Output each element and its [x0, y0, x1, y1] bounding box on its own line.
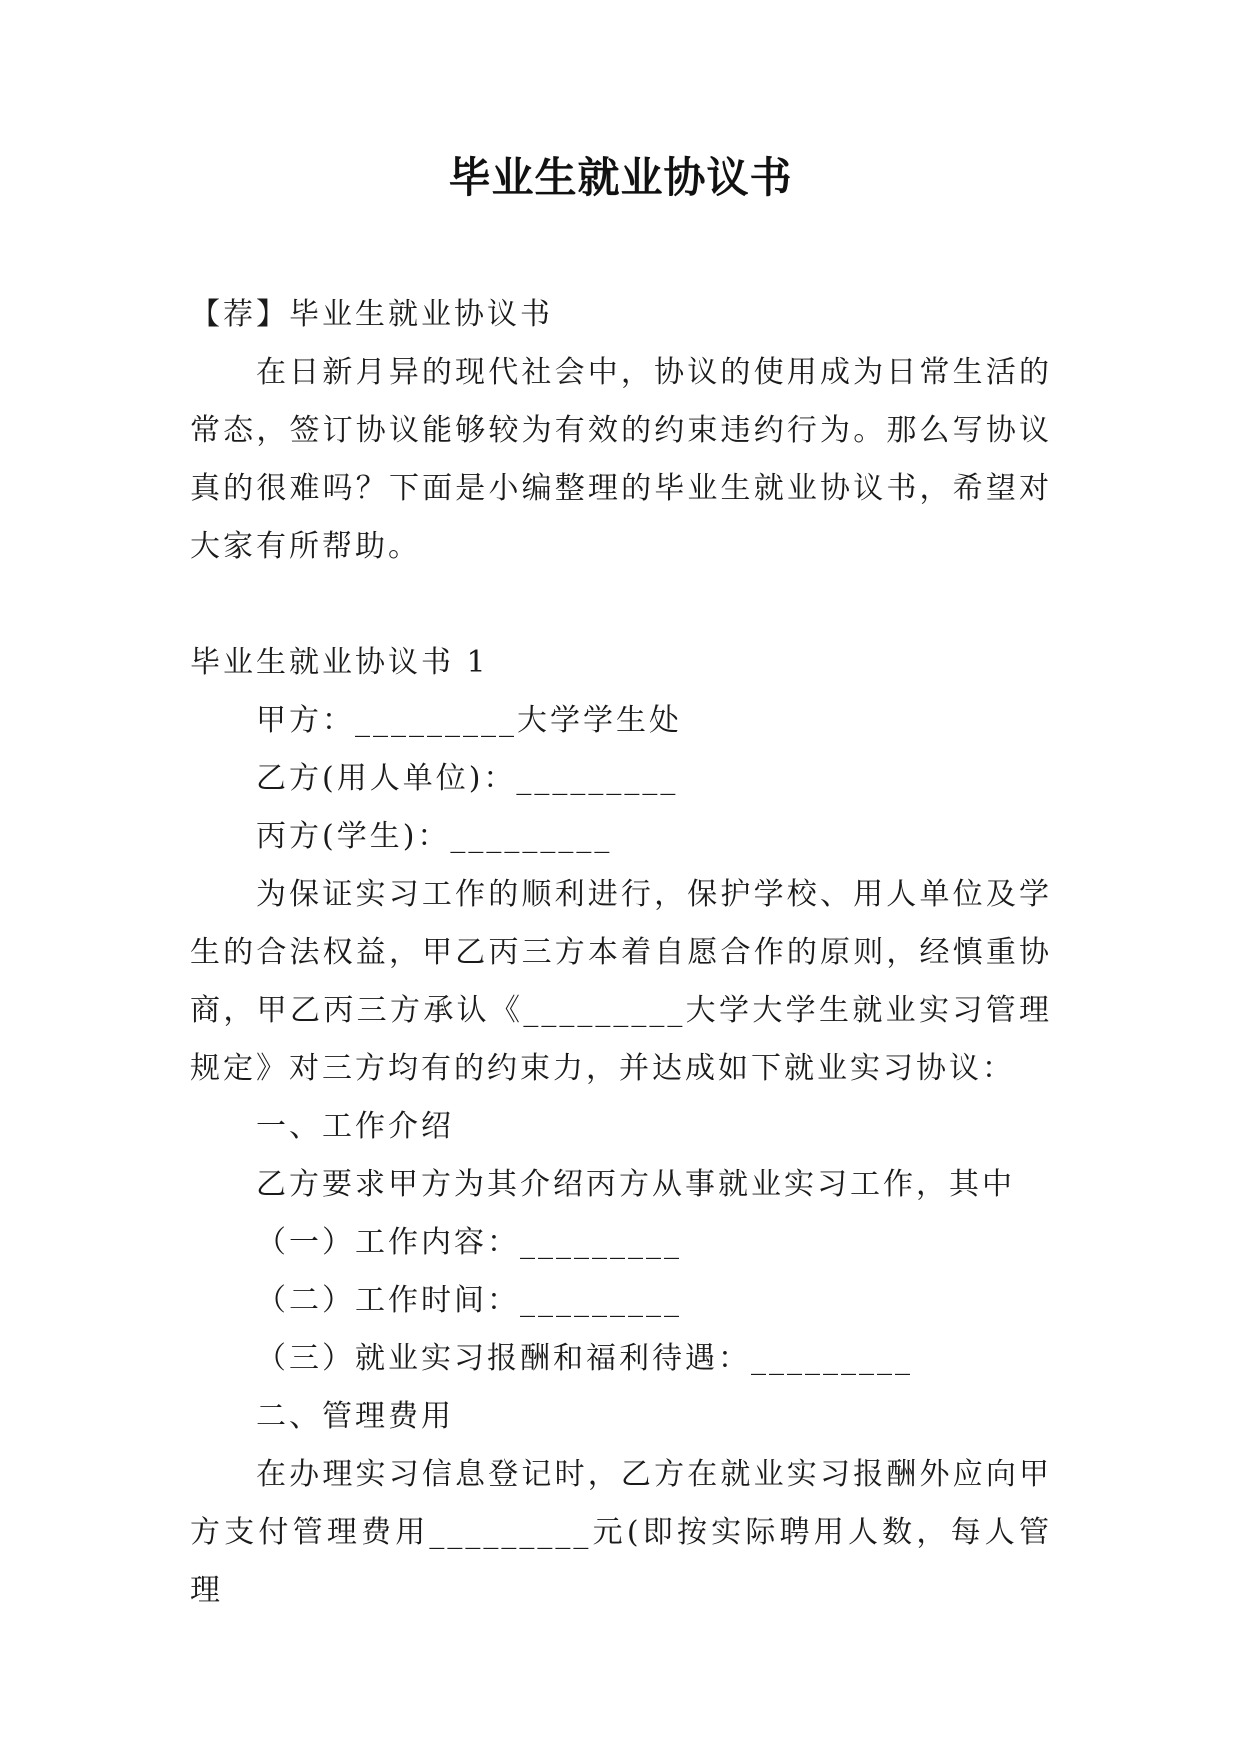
clause-1-item-3: （三）就业实习报酬和福利待遇：_________: [256, 1341, 913, 1376]
recommend-heading: 【荐】毕业生就业协议书: [190, 297, 553, 332]
clause-1-text: 乙方要求甲方为其介绍丙方从事就业实习工作，其中: [256, 1167, 1015, 1202]
document-title: 毕业生就业协议书: [448, 153, 793, 202]
paragraph-gap: [190, 576, 1052, 634]
intro-paragraph: 在日新月异的现代社会中，协议的使用成为日常生活的常态，签订协议能够较为有效的约束违约行为。那么写协议真的很难吗？下面是小编整理的毕业生就业协议书，希望对大家有所帮助。: [190, 355, 1052, 564]
clause-1-item-1: （一）工作内容：_________: [256, 1225, 682, 1260]
section-heading: 毕业生就业协议书 1: [190, 645, 489, 680]
party-c-line: 丙方(学生)：_________: [256, 819, 613, 854]
document-body: [190, 286, 1052, 1620]
clause-heading-1: 一、工作介绍: [256, 1109, 454, 1144]
party-b-line: 乙方(用人单位)：_________: [256, 761, 679, 796]
clause-2-text: 在办理实习信息登记时，乙方在就业实习报酬外应向甲方支付管理费用_________元(即按实际聘用人数，每人管理: [190, 1457, 1052, 1608]
party-a-line: 甲方：_________大学学生处: [256, 703, 682, 738]
clause-heading-2: 二、管理费用: [256, 1399, 454, 1434]
purpose-paragraph: 为保证实习工作的顺利进行，保护学校、用人单位及学生的合法权益，甲乙丙三方本着自愿合作的原则，经慎重协商，甲乙丙三方承认《_________大学大学生就业实习管理规定》对三方均有的约束力，并达成如下就业实习协议：: [190, 877, 1052, 1086]
clause-1-item-2: （二）工作时间：_________: [256, 1283, 682, 1318]
